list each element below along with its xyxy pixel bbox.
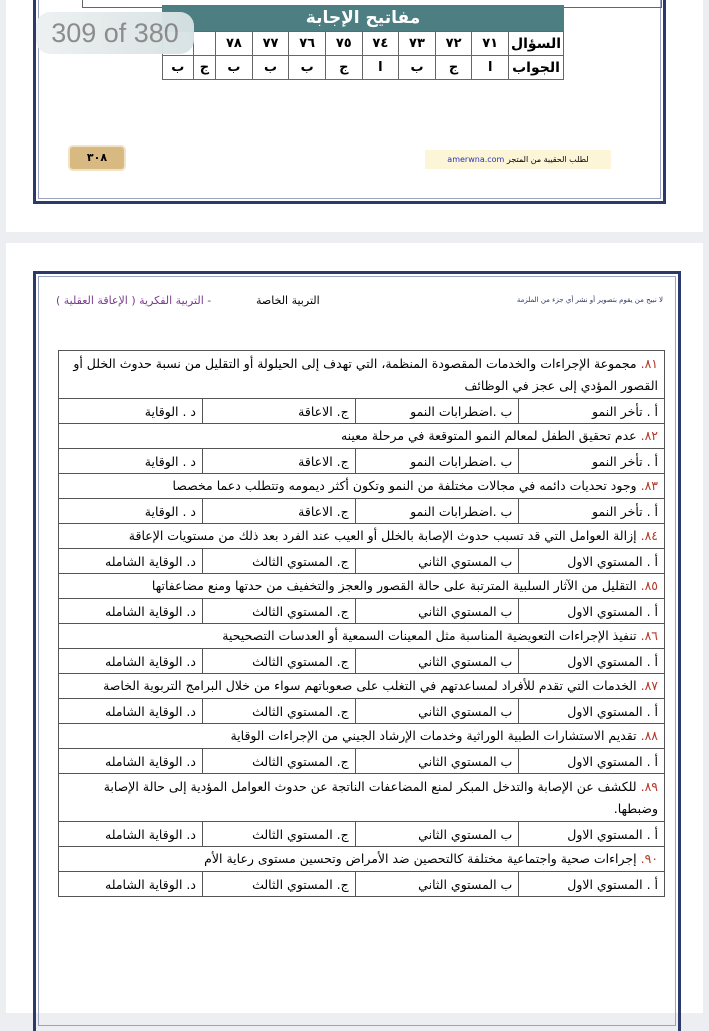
answer-key-answer: ج	[325, 56, 362, 80]
answer-option[interactable]: ب المستوي الثاني	[355, 822, 519, 847]
question-text	[59, 624, 665, 649]
store-banner[interactable]	[425, 150, 611, 169]
options-row	[59, 872, 665, 897]
options-row	[59, 749, 665, 774]
answer-option[interactable]: أ . المستوي الاول	[519, 599, 665, 624]
answer-key-question	[193, 32, 216, 56]
question-row	[59, 424, 665, 449]
question-row	[59, 774, 665, 822]
answer-key-question: ٧١	[472, 32, 509, 56]
answer-key-answer: ا	[362, 56, 399, 80]
question-number: ٨٦.	[640, 628, 658, 643]
options-row	[59, 699, 665, 724]
header-notice: لا نبيح من يقوم بتصوير أو نشر أي جزء من الملزمة	[516, 296, 663, 304]
question-stem: عدم تحقيق الطفل لمعالم النمو المتوقعة في مرحلة معينه	[340, 428, 637, 443]
answer-option[interactable]: ب المستوي الثاني	[355, 699, 519, 724]
question-stem: مجموعة الإجراءات والخدمات المقصودة المنظمة، التي تهدف إلى الحيلولة أو التقليل من نسبة حدوث الخلل أو القصور المؤدي إلى عجز في الوظائف	[73, 355, 658, 393]
options-row	[59, 499, 665, 524]
question-number: ٨٩.	[640, 778, 658, 794]
question-number: ٨٨.	[640, 728, 658, 743]
question-number: ٨١.	[640, 355, 658, 371]
answer-option[interactable]: ج. المستوي الثالث	[202, 822, 355, 847]
answer-key-question: ٧٥	[325, 32, 362, 56]
question-stem: تنفيذ الإجراءات التعويضية المناسبة مثل المعينات السمعية أو العدسات التصحيحية	[222, 628, 637, 643]
question-row	[59, 724, 665, 749]
answer-option[interactable]: ج. المستوي الثالث	[202, 599, 355, 624]
question-text	[59, 724, 665, 749]
question-stem: وجود تحديات دائمه في مجالات مختلفة من النمو وتكون أكثر ديمومه وتتطلب دعما مخصصا	[172, 478, 637, 493]
answer-key-question: ٧٧	[252, 32, 289, 56]
question-stem: إزالة العوامل التي قد تسبب حدوث الإصابة بالخلل أو العيب عند الفرد بعد ذلك من مستويات الإعاقة	[128, 528, 637, 543]
answer-option[interactable]: أ . تأخر النمو	[519, 499, 665, 524]
answer-key-answer: ب	[216, 56, 253, 80]
answer-option[interactable]: ب .اضطرابات النمو	[355, 449, 519, 474]
questions-table	[58, 350, 665, 897]
question-text	[59, 474, 665, 499]
page-number: ٣٠٨	[68, 145, 126, 171]
question-text	[59, 574, 665, 599]
answer-option[interactable]: د. الوقاية الشامله	[59, 549, 203, 574]
question-text	[59, 847, 665, 872]
question-text	[59, 774, 665, 822]
answer-option[interactable]: ج. الاعاقة	[202, 449, 355, 474]
header-topic: - التربية الفكرية ( الإعاقة العقلية )	[56, 294, 212, 307]
question-text	[59, 674, 665, 699]
answer-option[interactable]: ب .اضطرابات النمو	[355, 499, 519, 524]
answer-option[interactable]: أ . المستوي الاول	[519, 549, 665, 574]
answer-option[interactable]: أ . المستوي الاول	[519, 872, 665, 897]
answer-option[interactable]: د. الوقاية الشامله	[59, 649, 203, 674]
answer-option[interactable]: ب المستوي الثاني	[355, 749, 519, 774]
answer-key-answer: ب	[252, 56, 289, 80]
question-stem: تقديم الاستشارات الطبية الوراثية وخدمات الإرشاد الجيني من الإجراءات الوقاية	[230, 728, 637, 743]
answer-option[interactable]: ب .اضطرابات النمو	[355, 399, 519, 424]
question-text	[59, 524, 665, 549]
answer-option[interactable]: ج. الاعاقة	[202, 399, 355, 424]
question-row	[59, 624, 665, 649]
question-text	[59, 351, 665, 399]
answer-key-question: ٧٨	[216, 32, 253, 56]
answer-key-question: ٧٣	[399, 32, 436, 56]
question-stem: إجراءات صحية واجتماعية مختلفة كالتحصين ضد الأمراض وتحسين مستوى رعاية الأم	[204, 851, 637, 866]
answer-key-answer: ا	[472, 56, 509, 80]
answer-option[interactable]: د . الوقاية	[59, 499, 203, 524]
answer-option[interactable]: ج. المستوي الثالث	[202, 549, 355, 574]
question-number: ٨٤.	[640, 528, 658, 543]
answer-key-answer: ب	[163, 56, 194, 80]
question-number: ٨٥.	[640, 578, 658, 593]
answer-option[interactable]: د. الوقاية الشامله	[59, 699, 203, 724]
question-row	[59, 351, 665, 399]
options-row	[59, 549, 665, 574]
answer-option[interactable]: أ . المستوي الاول	[519, 699, 665, 724]
question-label: السؤال	[509, 32, 564, 56]
question-number: ٨٧.	[640, 678, 658, 693]
options-row	[59, 822, 665, 847]
question-stem: التقليل من الآثار السلبية المترتبة على حالة القصور والعجز والتخفيف من حدتها ومنع مضاعفاتها	[151, 578, 637, 593]
question-stem: الخدمات التي تقدم للأفراد لمساعدتهم في التغلب على صعوباتهم سواء من خلال البرامج التربوية الخاصة	[103, 678, 637, 693]
options-row	[59, 399, 665, 424]
page-indicator: 309 of 380	[36, 12, 194, 54]
answer-option[interactable]: د. الوقاية الشامله	[59, 822, 203, 847]
answer-key	[162, 5, 564, 80]
answer-option[interactable]: ج. المستوي الثالث	[202, 699, 355, 724]
answer-option[interactable]: ج. المستوي الثالث	[202, 649, 355, 674]
answer-key-answer: ب	[289, 56, 326, 80]
question-row	[59, 574, 665, 599]
answer-option[interactable]: ب المستوي الثاني	[355, 599, 519, 624]
header-subject: التربية الخاصة	[256, 294, 320, 307]
options-row	[59, 449, 665, 474]
answer-key-answer: ج	[193, 56, 216, 80]
options-row	[59, 649, 665, 674]
question-number: ٨٢.	[640, 428, 658, 443]
answer-option[interactable]: أ . المستوي الاول	[519, 749, 665, 774]
answer-option[interactable]: ج. الاعاقة	[202, 499, 355, 524]
options-row	[59, 599, 665, 624]
store-text: لطلب الحقيبة من المتجر	[506, 155, 589, 164]
answer-option[interactable]: ج. المستوي الثالث	[202, 749, 355, 774]
answer-key-question: ٧٤	[362, 32, 399, 56]
answer-option[interactable]: د . الوقاية	[59, 449, 203, 474]
store-url[interactable]: amerwna.com	[447, 155, 505, 164]
answer-option[interactable]: ج. المستوي الثالث	[202, 872, 355, 897]
answer-option[interactable]: أ . تأخر النمو	[519, 449, 665, 474]
answer-option[interactable]: د. الوقاية الشامله	[59, 872, 203, 897]
answer-key-question: ٧٦	[289, 32, 326, 56]
question-stem: للكشف عن الإصابة والتدخل المبكر لمنع المضاعفات الناتجة عن حدوث العوامل المؤدية إلى حالة الإصابة وضبطها.	[103, 778, 658, 816]
question-text	[59, 424, 665, 449]
answer-option[interactable]: أ . المستوي الاول	[519, 822, 665, 847]
question-row	[59, 474, 665, 499]
answer-label: الجواب	[509, 56, 564, 80]
question-number: ٨٣.	[640, 478, 658, 493]
answer-option[interactable]: د. الوقاية الشامله	[59, 749, 203, 774]
question-row	[59, 847, 665, 872]
answer-option[interactable]: د . الوقاية	[59, 399, 203, 424]
answer-option[interactable]: أ . تأخر النمو	[519, 399, 665, 424]
answer-key-answer: ب	[399, 56, 436, 80]
answer-option[interactable]: د. الوقاية الشامله	[59, 599, 203, 624]
answer-key-table	[162, 31, 564, 80]
question-number: ٩٠.	[640, 851, 658, 866]
answer-option[interactable]: ب المستوي الثاني	[355, 649, 519, 674]
answer-option[interactable]: أ . المستوي الاول	[519, 649, 665, 674]
answer-option[interactable]: ب المستوي الثاني	[355, 872, 519, 897]
answer-option[interactable]: ب المستوي الثاني	[355, 549, 519, 574]
answer-key-answer: ج	[435, 56, 472, 80]
answer-key-question: ٧٢	[435, 32, 472, 56]
question-row	[59, 674, 665, 699]
question-row	[59, 524, 665, 549]
current-page	[6, 243, 703, 1013]
answer-key-title: مفاتيح الإجابة	[162, 5, 564, 31]
